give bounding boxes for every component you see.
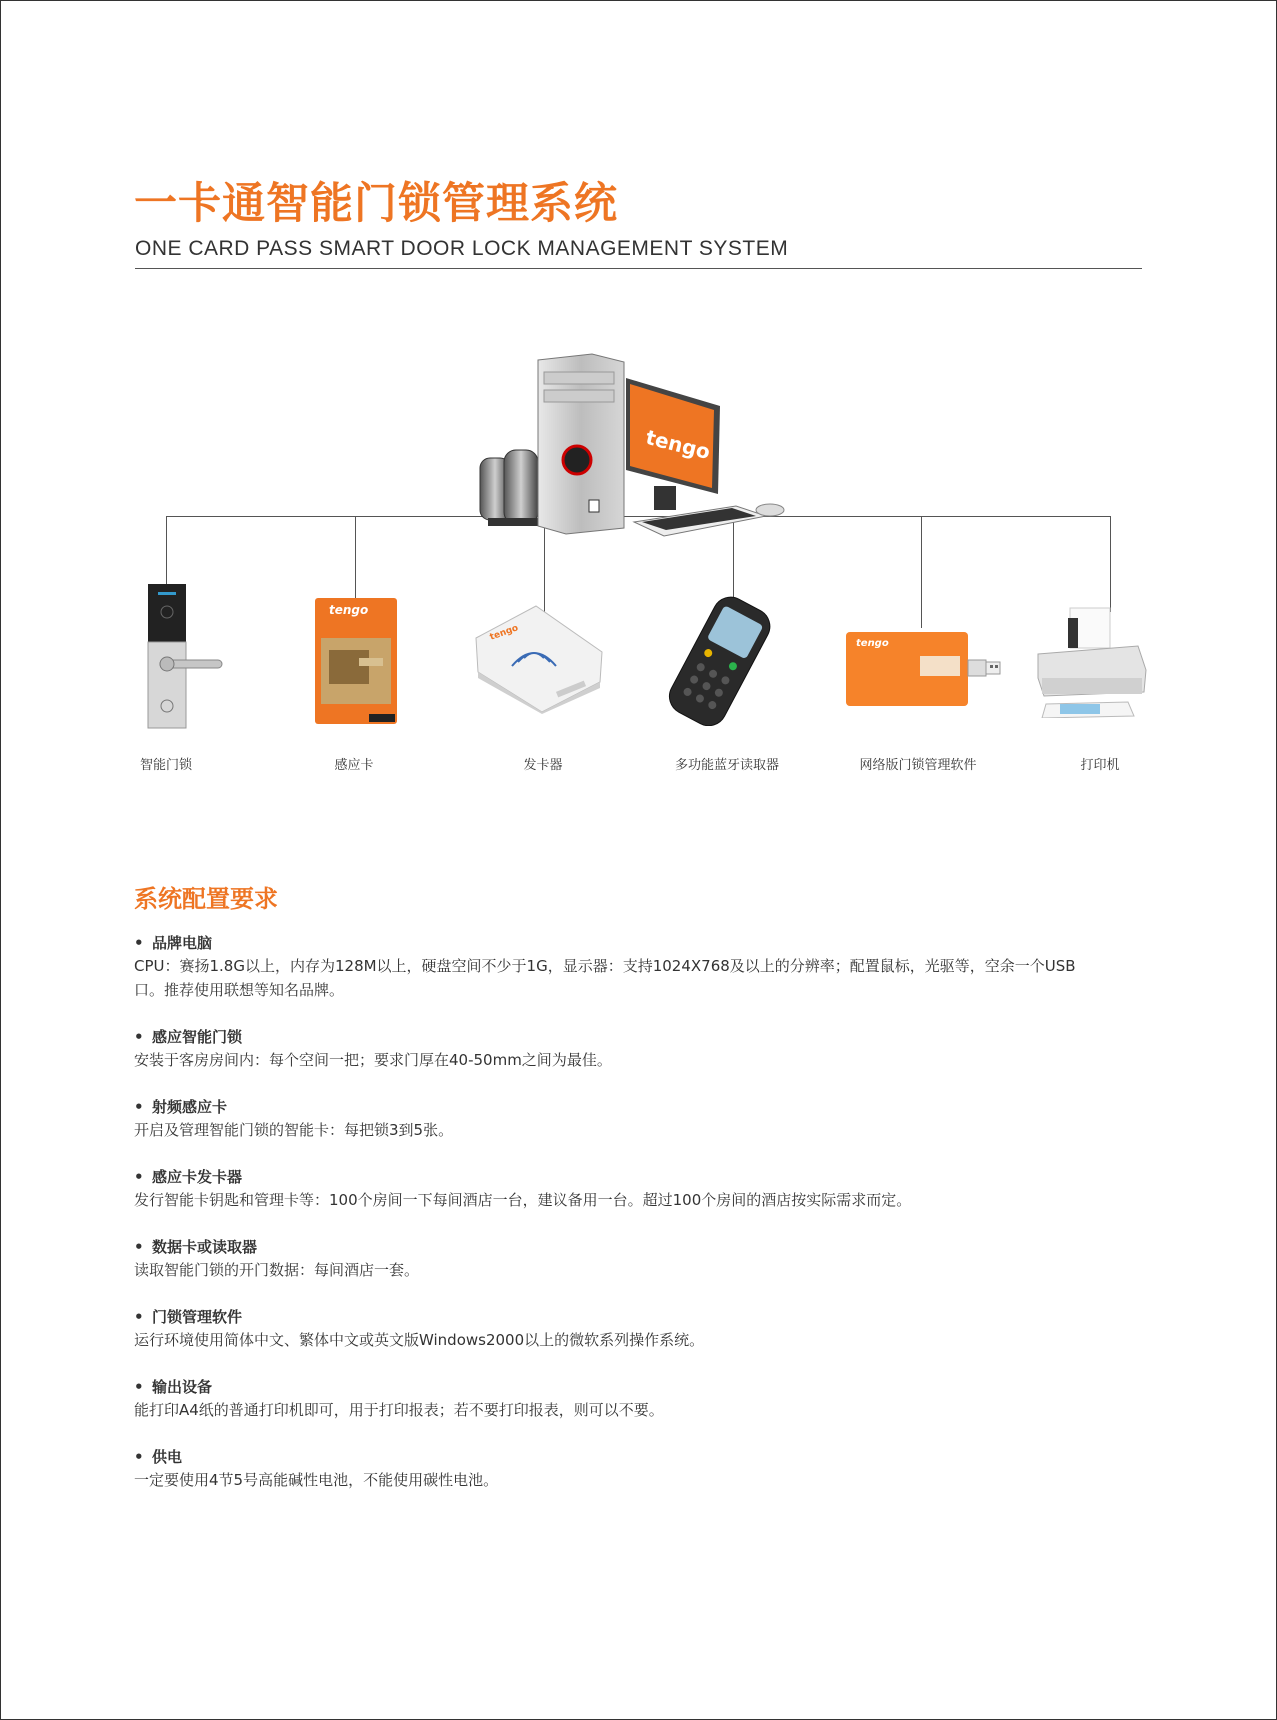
bullet-icon: • (134, 1308, 144, 1326)
item-title: 射频感应卡 (152, 1098, 228, 1116)
item-title: 感应卡发卡器 (152, 1168, 243, 1186)
usb-card-icon (844, 630, 1008, 708)
item-title: 数据卡或读取器 (152, 1238, 258, 1256)
item-title: 品牌电脑 (152, 934, 213, 952)
computer-icon (474, 350, 794, 550)
list-item (134, 1026, 1094, 1072)
card-logo: tengo (329, 603, 369, 617)
usb-card-logo: tengo (856, 638, 889, 649)
list-item (134, 1306, 1094, 1352)
requirements-list (134, 932, 1094, 1516)
bullet-icon: • (134, 1028, 144, 1046)
list-item (134, 932, 1094, 1002)
device-label-printer: 打印机 (1080, 758, 1120, 773)
item-description: 一定要使用4节5号高能碱性电池，不能使用碳性电池。 (134, 1471, 499, 1489)
item-description: 能打印A4纸的普通打印机即可，用于打印报表；若不要打印报表，则可以不要。 (134, 1401, 664, 1419)
device-label-card-encoder: 发卡器 (523, 758, 563, 773)
printer-icon (1034, 606, 1150, 718)
item-description: CPU：赛扬1.8G以上，内存为128M以上，硬盘空间不少于1G，显示器：支持1024X768及以上的分辨率；配置鼠标，光驱等，空余一个USB口。推荐使用联想等知名品牌。 (134, 957, 1076, 999)
monitor-logo: tengo (643, 424, 713, 465)
list-item (134, 1096, 1094, 1142)
bullet-icon: • (134, 1168, 144, 1186)
item-description: 发行智能卡钥匙和管理卡等：100个房间一下每间酒店一台，建议备用一台。超过100个房间的酒店按实际需求而定。 (134, 1191, 912, 1209)
item-description: 安装于客房房间内：每个空间一把；要求门厚在40-50mm之间为最佳。 (134, 1051, 612, 1069)
bullet-icon: • (134, 1378, 144, 1396)
section-heading: 系统配置要求 (134, 885, 278, 913)
bullet-icon: • (134, 1098, 144, 1116)
title-divider (135, 268, 1142, 269)
item-description: 开启及管理智能门锁的智能卡：每把锁3到5张。 (134, 1121, 454, 1139)
device-label-software: 网络版门锁管理软件 (859, 758, 977, 773)
rfid-card-icon (313, 596, 399, 726)
card-encoder-icon (472, 602, 606, 714)
item-title: 感应智能门锁 (152, 1028, 243, 1046)
page-subtitle: ONE CARD PASS SMART DOOR LOCK MANAGEMENT SYSTEM (135, 237, 789, 260)
bullet-icon: • (134, 934, 144, 952)
list-item (134, 1166, 1094, 1212)
system-diagram (0, 340, 1277, 780)
device-label-handheld-reader: 多功能蓝牙读取器 (674, 758, 779, 773)
bullet-icon: • (134, 1448, 144, 1466)
list-item (134, 1376, 1094, 1422)
item-title: 输出设备 (152, 1378, 213, 1396)
handheld-reader-icon (650, 594, 784, 726)
encoder-logo: tengo (488, 623, 520, 643)
page-title: 一卡通智能门锁管理系统 (134, 179, 618, 229)
item-title: 供电 (152, 1448, 183, 1466)
list-item (134, 1446, 1094, 1492)
device-label-door-lock: 智能门锁 (139, 758, 192, 773)
item-description: 运行环境使用简体中文、繁体中文或英文版Windows2000以上的微软系列操作系统。 (134, 1331, 705, 1349)
bullet-icon: • (134, 1238, 144, 1256)
item-title: 门锁管理软件 (152, 1308, 243, 1326)
connector-software (921, 516, 922, 628)
device-label-rfid-card: 感应卡 (334, 758, 374, 773)
list-item (134, 1236, 1094, 1282)
door-lock-icon (140, 580, 230, 730)
connector-printer (1110, 516, 1111, 612)
item-description: 读取智能门锁的开门数据：每间酒店一套。 (134, 1261, 420, 1279)
